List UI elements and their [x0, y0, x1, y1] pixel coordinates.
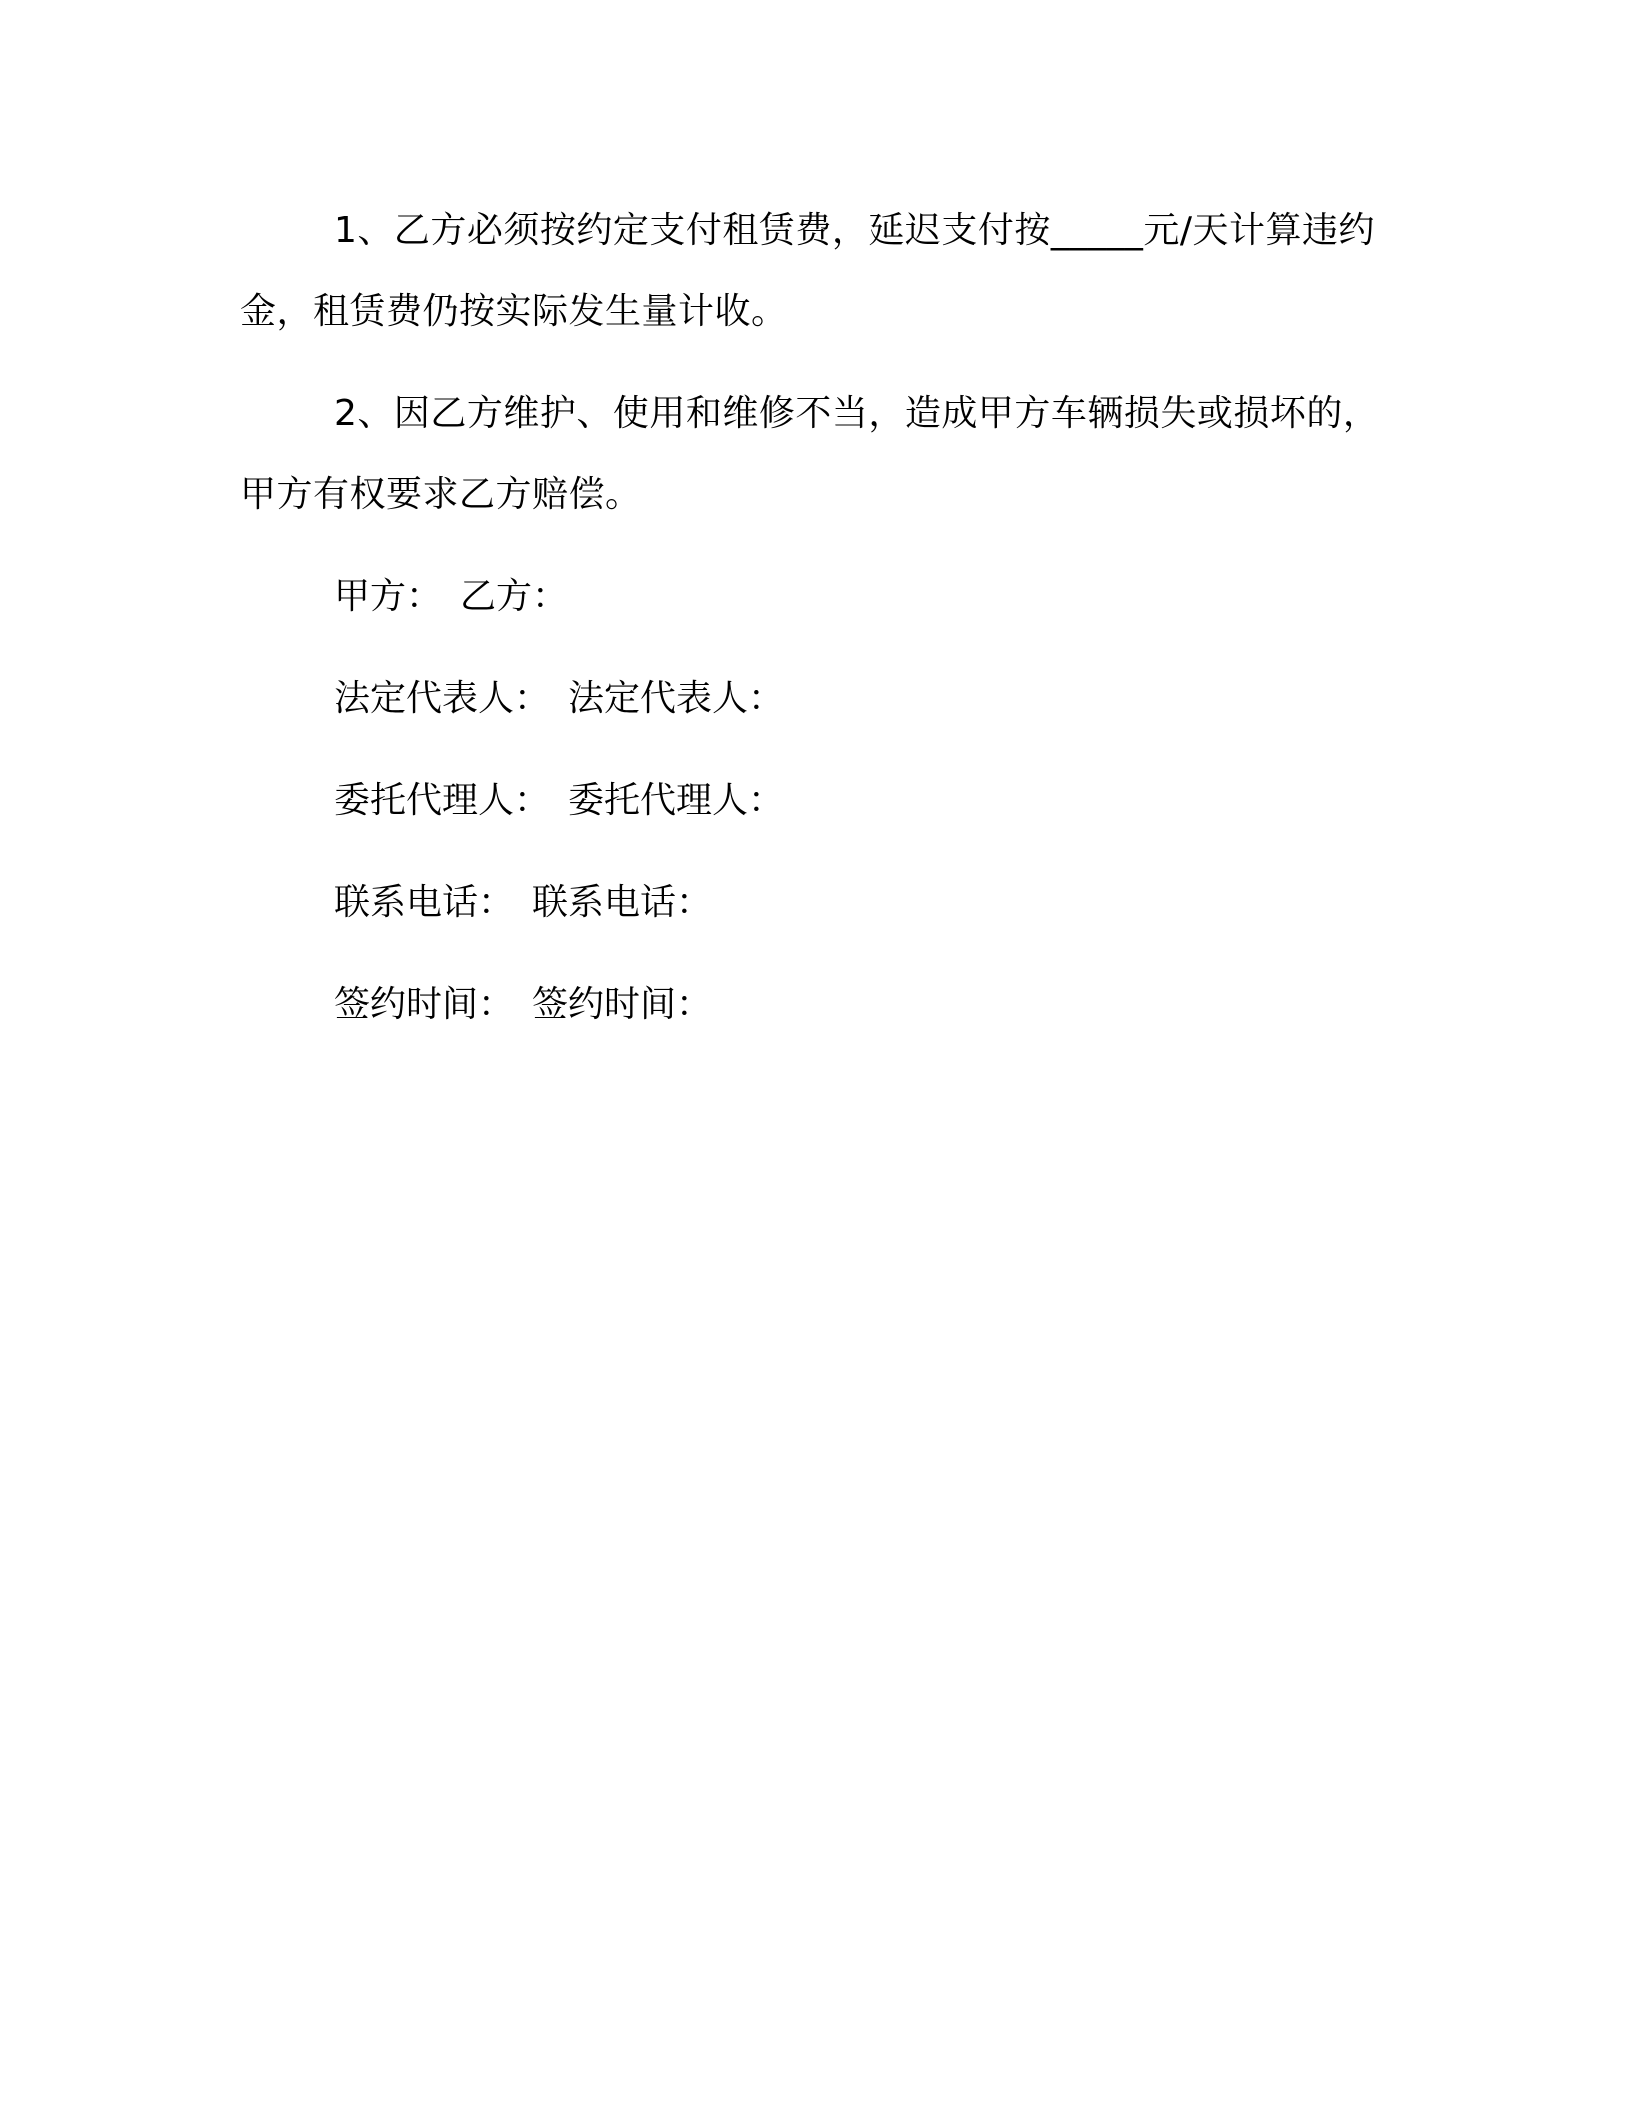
- phone-b-label: 联系电话：: [532, 882, 713, 923]
- clause-1: 1、乙方必须按约定支付租赁费，延迟支付按_____元/天计算违约金，租赁费仍按实际发生量计收。: [240, 210, 1376, 332]
- legal-rep-a-label: 法定代表人：: [334, 678, 551, 719]
- signature-row-party: [240, 556, 1392, 637]
- legal-rep-b-label: 法定代表人：: [568, 678, 785, 719]
- signature-block: [240, 556, 1392, 1045]
- sign-date-a-label: 签约时间：: [334, 984, 515, 1025]
- party-b-label: 乙方：: [460, 576, 569, 617]
- agent-a-label: 委托代理人：: [334, 780, 551, 821]
- signature-row-phone: [240, 862, 1392, 943]
- agent-b-label: 委托代理人：: [568, 780, 785, 821]
- clause-2: 2、因乙方维护、使用和维修不当，造成甲方车辆损失或损坏的，甲方有权要求乙方赔偿。: [240, 393, 1380, 515]
- phone-a-label: 联系电话：: [334, 882, 515, 923]
- signature-row-agent: [240, 760, 1392, 841]
- document-body: [240, 190, 1392, 1066]
- sign-date-b-label: 签约时间：: [532, 984, 713, 1025]
- signature-row-sign-date: [240, 964, 1392, 1045]
- party-a-label: 甲方：: [334, 576, 443, 617]
- signature-row-legal-rep: [240, 658, 1392, 739]
